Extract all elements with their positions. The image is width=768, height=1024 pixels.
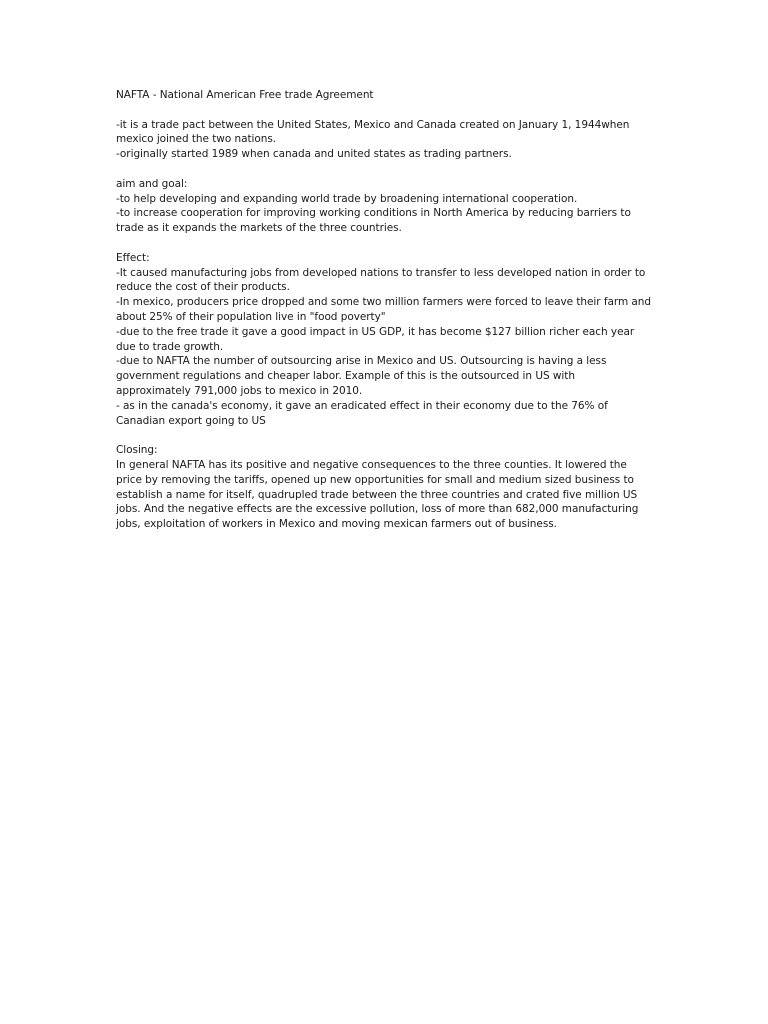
effect-item: -due to NAFTA the number of outsourcing arise in Mexico and US. Outsourcing is having a less government regulations and cheaper labor. Example of this is the outsourced in US with approximately 791,000 jobs to mexico in 2010.: [116, 355, 610, 397]
effect-section: [116, 251, 655, 429]
effect-heading: Effect:: [116, 251, 150, 264]
closing-section: [116, 443, 652, 532]
effect-item: -In mexico, producers price dropped and some two million farmers were forced to leave their farm and about 25% of their population live in "food poverty": [116, 296, 655, 323]
aim-item: -to help developing and expanding world trade by broadening international cooperation.: [116, 192, 578, 205]
aim-item: -to increase cooperation for improving working conditions in North America by reducing barriers to trade as it expands the markets of the three countries.: [116, 207, 635, 235]
intro-line: -originally started 1989 when canada and united states as trading partners.: [116, 148, 512, 161]
effect-item: -due to the free trade it gave a good impact in US GDP, it has become $127 billion richer each year due to trade growth.: [116, 325, 638, 353]
intro-paragraph: [116, 118, 652, 162]
title-paragraph: [116, 88, 652, 103]
closing-text: In general NAFTA has its positive and negative consequences to the three counties. It lowered the price by removing the tariffs, opened up new opportunities for small and medium sized business to establish a name for itself, quadrupled trade between the three countries and crated five million US jobs. And the negative effects are the excessive pollution, loss of more than 682,000 manufacturing jobs, exploitation of workers in Mexico and moving mexican farmers out of business.: [116, 458, 642, 531]
document-body: [116, 88, 655, 532]
aim-section: [116, 177, 652, 236]
aim-heading: aim and goal:: [116, 177, 188, 190]
effect-item: -It caused manufacturing jobs from developed nations to transfer to less developed nation in order to reduce the cost of their products.: [116, 266, 649, 294]
effect-item: - as in the canada's economy, it gave an eradicated effect in their economy due to the 76% of Canadian export going to US: [116, 399, 612, 427]
closing-heading: Closing:: [116, 444, 158, 457]
document-title: NAFTA - National American Free trade Agreement: [116, 89, 374, 101]
intro-line: -it is a trade pact between the United States, Mexico and Canada created on January 1, 1944when mexico joined the two nations.: [116, 118, 633, 146]
